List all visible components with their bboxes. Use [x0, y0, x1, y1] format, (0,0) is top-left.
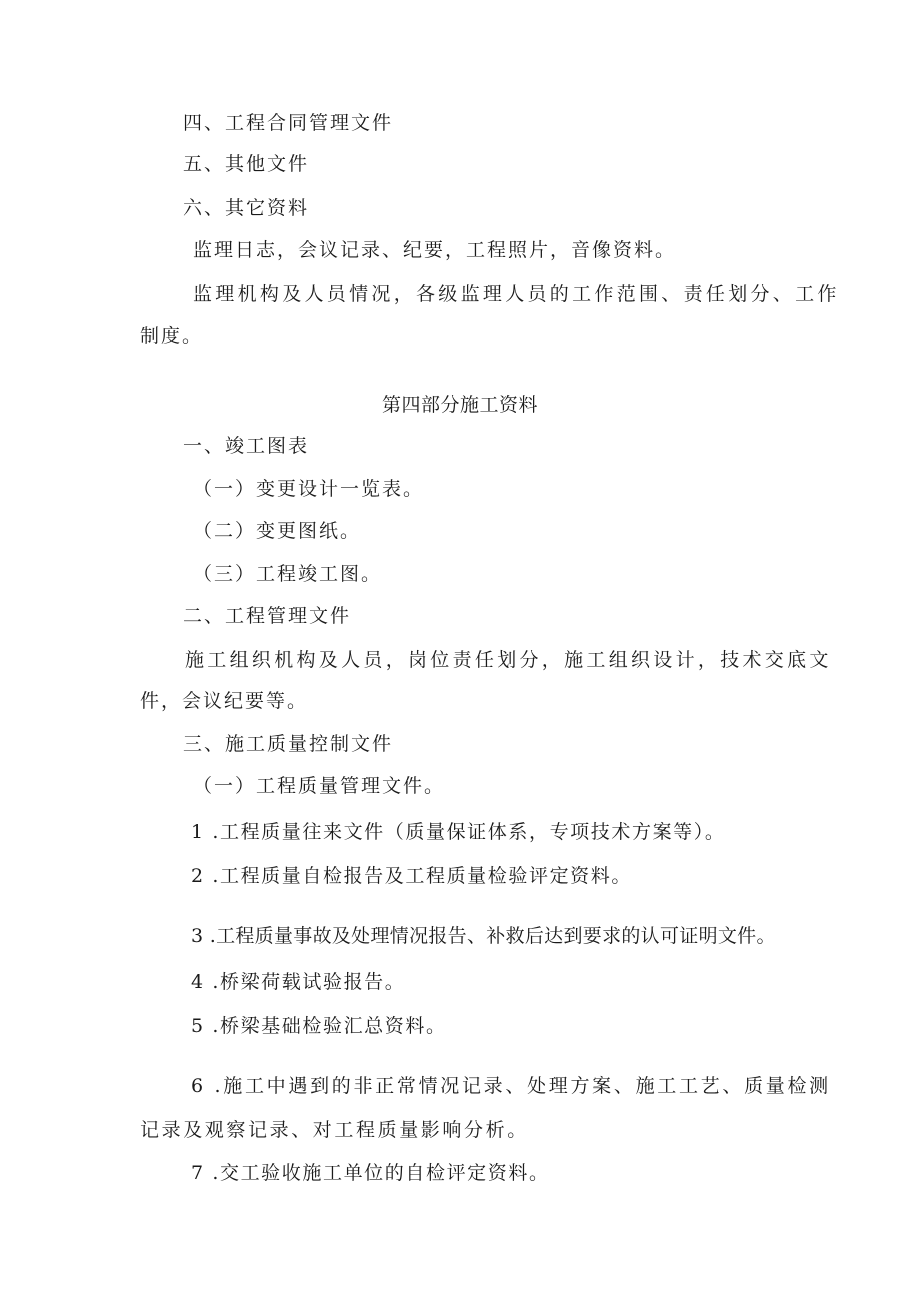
numbered-item-2: 2 .工程质量自检报告及工程质量检验评定资料。 [191, 865, 632, 887]
paragraph-supervision-org-line1: 监理机构及人员情况，各级监理人员的工作范围、责任划分、工作 [193, 283, 840, 305]
list-item-change-drawings: （二）变更图纸。 [193, 520, 362, 542]
numbered-item-3: 3 .工程质量事故及处理情况报告、补救后达到要求的认可证明文件。 [191, 925, 776, 947]
section-heading-management-files: 二、工程管理文件 [183, 605, 352, 627]
numbered-item-5: 5 .桥梁基础检验汇总资料。 [191, 1015, 447, 1037]
paragraph-construction-org-line2: 件，会议纪要等。 [140, 690, 309, 712]
paragraph-supervision-org-line2: 制度。 [140, 325, 204, 347]
section-heading-contract-files: 四、工程合同管理文件 [183, 112, 394, 134]
part-title-construction-materials: 第四部分施工资料 [382, 394, 539, 416]
numbered-item-6-line1: 6 .施工中遇到的非正常情况记录、处理方案、施工工艺、质量检测 [191, 1075, 831, 1097]
list-item-as-built-drawings: （三）工程竣工图。 [193, 563, 383, 585]
list-item-quality-management: （一）工程质量管理文件。 [193, 775, 446, 797]
section-heading-as-built-charts: 一、竣工图表 [183, 435, 310, 457]
numbered-item-6-line2: 记录及观察记录、对工程质量影响分析。 [140, 1119, 529, 1141]
section-heading-other-materials: 六、其它资料 [183, 197, 310, 219]
section-heading-quality-control: 三、施工质量控制文件 [183, 733, 394, 755]
list-item-design-change-table: （一）变更设计一览表。 [193, 478, 425, 500]
paragraph-supervision-log: 监理日志，会议记录、纪要，工程照片，音像资料。 [193, 239, 677, 261]
numbered-item-1: 1 .工程质量往来文件（质量保证体系，专项技术方案等）。 [191, 821, 726, 843]
section-heading-other-files: 五、其他文件 [183, 153, 310, 175]
paragraph-construction-org-line1: 施工组织机构及人员，岗位责任划分，施工组织设计，技术交底文 [185, 649, 832, 671]
numbered-item-7: 7 .交工验收施工单位的自检评定资料。 [191, 1162, 550, 1184]
numbered-item-4: 4 .桥梁荷载试验报告。 [191, 971, 406, 993]
